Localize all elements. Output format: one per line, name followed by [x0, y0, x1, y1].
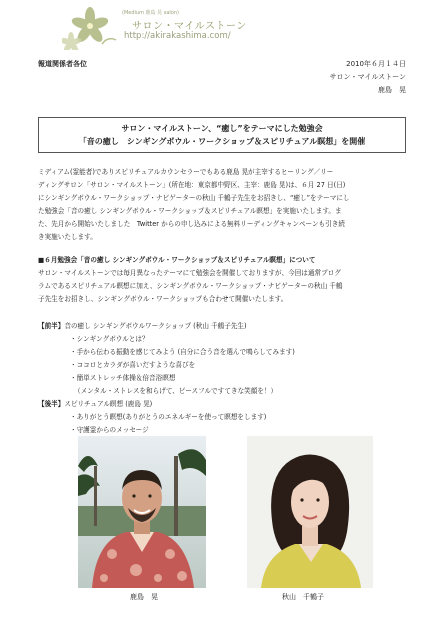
intro-line: た勉強会「音の癒し シンギングボウル・ワークショップ＆スピリチュアル瞑想」を実施いたします。ま — [38, 207, 342, 215]
program-item: ・守護霊からのメッセージ — [70, 426, 149, 434]
program-first-label: 【前半】 — [38, 322, 65, 330]
photo-akiyama — [247, 436, 373, 588]
program-second-title: スピリチュアル瞑想 (鹿島 晃) — [64, 400, 153, 408]
program-item: ・シンギングボウルとは？ — [70, 335, 149, 343]
caption-akiyama: 秋山 千鶴子 — [282, 593, 324, 601]
program-second-label: 【後半】 — [38, 400, 65, 408]
addressee: 報道関係者各位 — [38, 60, 87, 68]
intro-line: た、先月から開始いたしました Twitter からの申し込みによる無料リーディングキャンペーンも引き続 — [38, 220, 345, 228]
title-line-1: サロン・マイルストーン、“癒し”をテーマにした勉強会 — [121, 124, 323, 133]
section-body-line: サロン・マイルストーンでは毎月異なったテーマにて勉強会を開催しておりますが、今回は通常プログ — [38, 269, 341, 277]
program-first-title: 音の癒し シンギングボウルワークショップ (秋山 千鶴子先生) — [64, 322, 247, 330]
logo-url[interactable]: http://akirakashima.com/ — [124, 31, 231, 41]
title-line-2: 「音の癒し シンギングボウル・ワークショップ＆スピリチュアル瞑想」を開催 — [78, 137, 366, 146]
logo-name: サロン・マイルストーン — [132, 21, 247, 32]
photo-kashima — [78, 436, 206, 588]
program-item: （メンタル・ストレスを和らげて、ピースフルですてきな笑顔を！） — [74, 387, 278, 395]
author: 鹿島 晃 — [378, 86, 406, 94]
program-first — [38, 320, 247, 333]
section-heading: ■６月勉強会「音の癒し シンギングボウル・ワークショップ＆スピリチュアル瞑想」について — [38, 256, 316, 264]
release-date: 2010年６月１４日 — [346, 60, 406, 68]
program-second — [38, 398, 152, 411]
program-item: ・簡単ストレッチ体操＆倍音浴瞑想 — [70, 374, 176, 382]
intro-line: にシンギングボウル・ワークショップ・ナビゲーターの秋山 千鶴子先生をお招きし、“癒し”をテーマにし — [38, 194, 350, 202]
title-box — [38, 117, 406, 153]
program-item: ・ありがとう瞑想(ありがとうのエネルギーを使って瞑想をします) — [70, 413, 267, 421]
section-body-line: ラムであるスピリチュアル瞑想に加え、シンギングボウル・ワークショップ・ナビゲーターの秋山 千鶴 — [38, 282, 343, 290]
intro-line: ミディアム(霊能者)でありスピリチュアルカウンセラーでもある鹿島 晃が主宰するヒーリング／リー — [38, 168, 334, 176]
organization: サロン・マイルストーン — [329, 73, 406, 81]
intro-line: き実施いたします。 — [38, 233, 97, 241]
logo-tagline: (Medium 鹿島 晃 salon) — [122, 10, 179, 16]
flower-logo-icon — [62, 6, 118, 50]
caption-kashima: 鹿島 晃 — [130, 593, 158, 601]
salon-logo — [62, 6, 262, 50]
program-item: ・ココロとカラダが喜いだすような喜びを — [70, 361, 196, 369]
section-body-line: 子先生をお招きし、シンギングボウル・ワークショップも合わせて開催いたします。 — [38, 295, 288, 303]
intro-line: ディングサロン「サロン・マイルストーン」(所在地：東京都中野区、主宰：鹿島 晃)は、６月 27 日(日) — [38, 181, 346, 189]
program-item: ・手から伝わる振動を感じてみよう (自分に合う音を選んで鳴らしてみます) — [70, 348, 295, 356]
